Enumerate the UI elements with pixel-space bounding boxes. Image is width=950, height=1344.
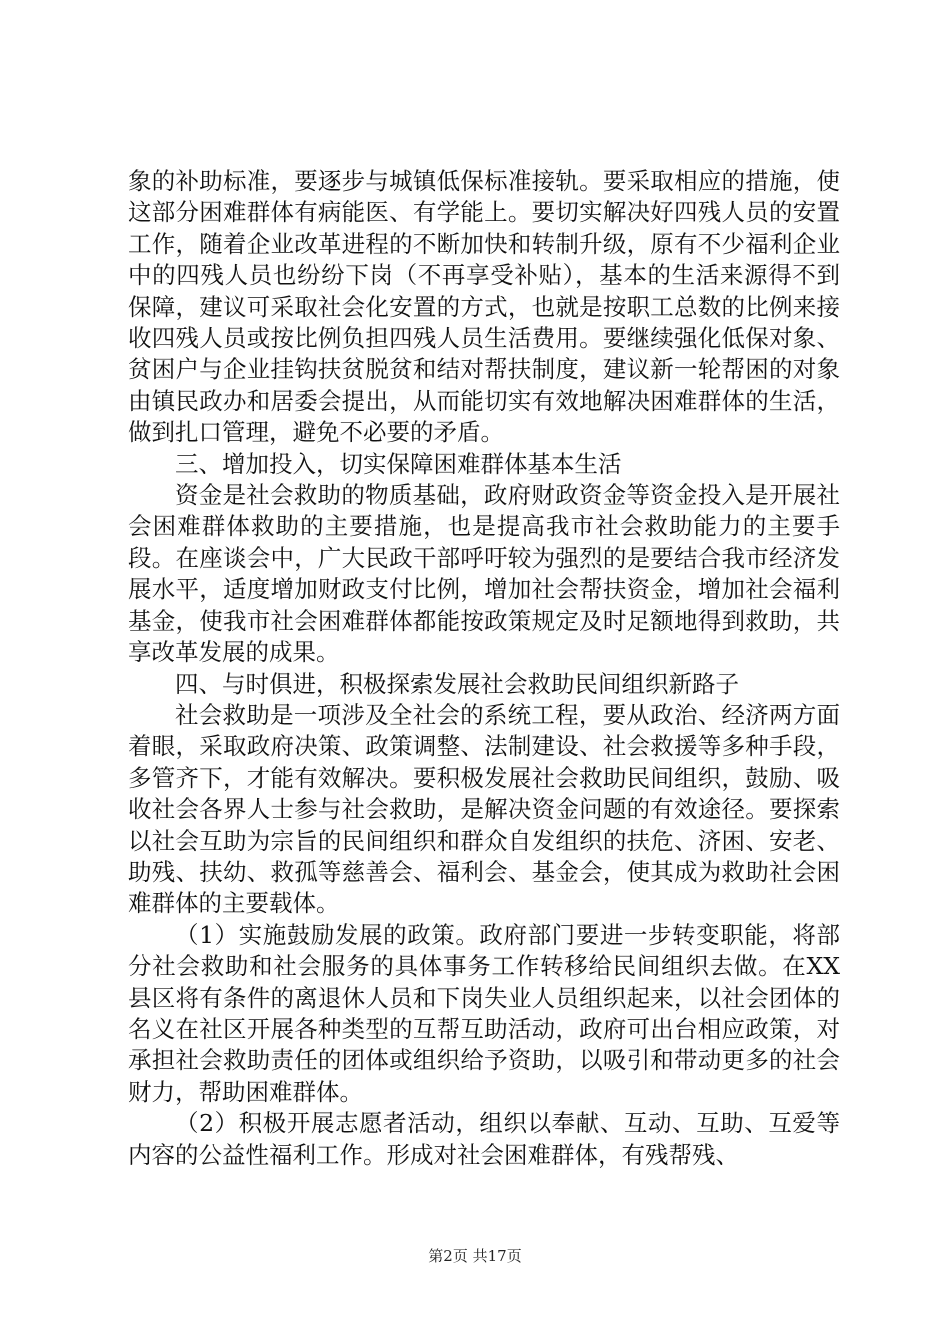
section-heading-4: 四、与时俱进，积极探索发展社会救助民间组织新路子 [175, 669, 739, 698]
paragraph-item-2: （2）积极开展志愿者活动，组织以奉献、互动、互助、互爱等内容的公益性福利工作。形成对社会困难群体，有残帮残、 [128, 1109, 840, 1169]
paragraph-item-1: （1）实施鼓励发展的政策。政府部门要进一步转变职能，将部分社会救助和社会服务的具体事务工作转移给民间组织去做。在XX县区将有条件的离退休人员和下岗失业人员组织起来，以社会团体的名义在社区开展各种类型的互帮互助活动，政府可出台相应政策，对承担社会救助责任的团体或组织给予资助，以吸引和带动更多的社会财力，帮助困难群体。 [128, 920, 840, 1106]
paragraph-continuation: 象的补助标准，要逐步与城镇低保标准接轨。要采取相应的措施，使这部分困难群体有病能医、有学能上。要切实解决好四残人员的安置工作，随着企业改革进程的不断加快和转制升级，原有不少福利企业中的四残人员也纷纷下岗（不再享受补贴），基本的生活来源得不到保障，建议可采取社会化安置的方式，也就是按职工总数的比例来接收四残人员或按比例负担四残人员生活费用。要继续强化低保对象、贫困户与企业挂钩扶贫脱贫和结对帮扶制度，建议新一轮帮困的对象由镇民政办和居委会提出，从而能切实有效地解决困难群体的生活，做到扎口管理，避免不必要的矛盾。 [128, 167, 840, 447]
paragraph-social-assistance: 社会救助是一项涉及全社会的系统工程，要从政治、经济两方面着眼，采取政府决策、政策调整、法制建设、社会救援等多种手段，多管齐下，才能有效解决。要积极发展社会救助民间组织，鼓励、吸收社会各界人士参与社会救助，是解决资金问题的有效途径。要探索以社会互助为宗旨的民间组织和群众自发组织的扶危、济困、安老、助残、扶幼、救孤等慈善会、福利会、基金会，使其成为救助社会困难群体的主要载体。 [128, 700, 840, 918]
section-heading-3: 三、增加投入，切实保障困难群体基本生活 [175, 449, 622, 478]
paragraph-funding: 资金是社会救助的物质基础，政府财政资金等资金投入是开展社会困难群体救助的主要措施，也是提高我市社会救助能力的主要手段。在座谈会中，广大民政干部呼吁较为强烈的是要结合我市经济发展水平，适度增加财政支付比例，增加社会帮扶资金，增加社会福利基金，使我市社会困难群体都能按政策规定及时足额地得到救助，共享改革发展的成果。 [128, 481, 840, 667]
document-body [128, 166, 840, 1171]
page-number-footer: 第2页 共17页 [428, 1247, 522, 1265]
